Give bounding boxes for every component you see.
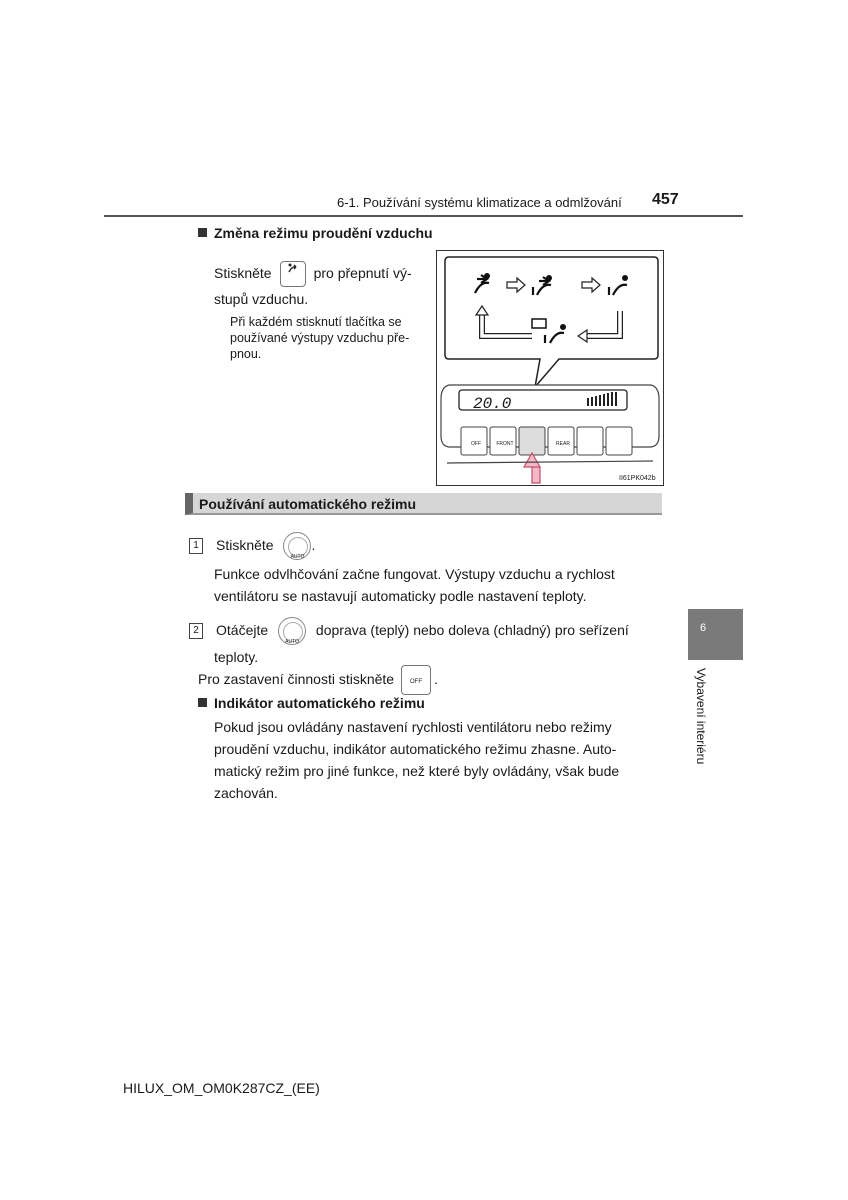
- chapter-title: Vybavení interiéru: [694, 668, 708, 765]
- stop-text: Pro zastavení činnosti stiskněte: [198, 671, 395, 687]
- indicator-body: [214, 716, 659, 804]
- square-bullet-icon: [198, 228, 207, 237]
- stop-instruction: Pro zastavení činnosti stiskněte OFF .: [198, 664, 438, 694]
- auto-mode-section-title: Používání automatického režimu: [199, 496, 417, 512]
- header-rule: [104, 215, 743, 217]
- running-header: 6-1. Používání systému klimatizace a odmlžování: [337, 195, 622, 210]
- auto-button-icon: [283, 532, 311, 560]
- indicator-line: zachován.: [214, 785, 278, 801]
- mode-change-text: [214, 259, 429, 310]
- press-label: Stiskněte: [214, 265, 272, 281]
- indicator-heading: [198, 695, 425, 711]
- auto-button-label: AUTO: [290, 554, 305, 561]
- mode-change-heading: [198, 225, 433, 241]
- indicator-line: proudění vzduchu, indikátor automatického režimu zhasne. Auto-: [214, 741, 617, 757]
- off-button-icon: [401, 665, 431, 695]
- mode-change-line2: stupů vzduchu.: [214, 291, 309, 307]
- step1-desc-line: Funkce odvlhčování začne fungovat. Výstupy vzduchu a rychlost: [214, 566, 615, 582]
- square-bullet-icon: [198, 698, 207, 707]
- off-button-label: OFF: [410, 679, 422, 686]
- step-number: 2: [189, 623, 203, 639]
- auto-mode-section-bar: [185, 493, 662, 515]
- footer-code: HILUX_OM_OM0K287CZ_(EE): [123, 1080, 320, 1096]
- step-number: 1: [189, 538, 203, 554]
- chapter-tab: [688, 609, 743, 660]
- climate-panel-illustration: [436, 250, 664, 486]
- step1-desc-line: ventilátoru se nastavují automaticky podle nastavení teploty.: [214, 588, 587, 604]
- illustration-code: II61PK042b: [619, 475, 656, 482]
- indicator-heading-text: Indikátor automatického režimu: [214, 695, 425, 711]
- step2-text-before: Otáčejte: [216, 622, 269, 638]
- chapter-number: 6: [700, 622, 707, 634]
- mode-change-heading-text: Změna režimu proudění vzduchu: [214, 225, 433, 241]
- indicator-line: Pokud jsou ovládány nastavení rychlosti ventilátoru nebo režimy: [214, 719, 612, 735]
- mode-change-note: [230, 314, 430, 362]
- panel-off-label: OFF: [471, 441, 481, 447]
- dial-label: AUTO: [285, 639, 299, 646]
- mode-change-line1: [214, 259, 429, 287]
- panel-front-label: FRONT: [496, 441, 514, 447]
- mode-button-icon: [280, 261, 306, 287]
- note-line: používané výstupy vzduchu pře-: [230, 331, 410, 345]
- temperature-dial-icon: [278, 617, 306, 645]
- indicator-line: matický režim pro jiné funkce, než které byly ovládány, však bude: [214, 763, 620, 779]
- step-2: [189, 615, 659, 645]
- page-number: 457: [652, 191, 679, 208]
- note-line: pnou.: [230, 347, 262, 361]
- step-1: 1 Stiskněte AUTO .: [189, 530, 315, 560]
- step1-text: Stiskněte: [216, 537, 274, 553]
- step2-text-after: doprava (teplý) nebo doleva (chladný) pro seřízení: [315, 622, 629, 638]
- panel-rear-label: REAR: [556, 441, 570, 447]
- step2-line2: teploty.: [214, 649, 259, 665]
- mode-change-line1-after: pro přepnutí vý-: [313, 265, 412, 281]
- step1-description: [214, 563, 659, 607]
- display-temperature: 20.0: [473, 395, 512, 413]
- note-line: Při každém stisknutí tlačítka se: [230, 315, 402, 329]
